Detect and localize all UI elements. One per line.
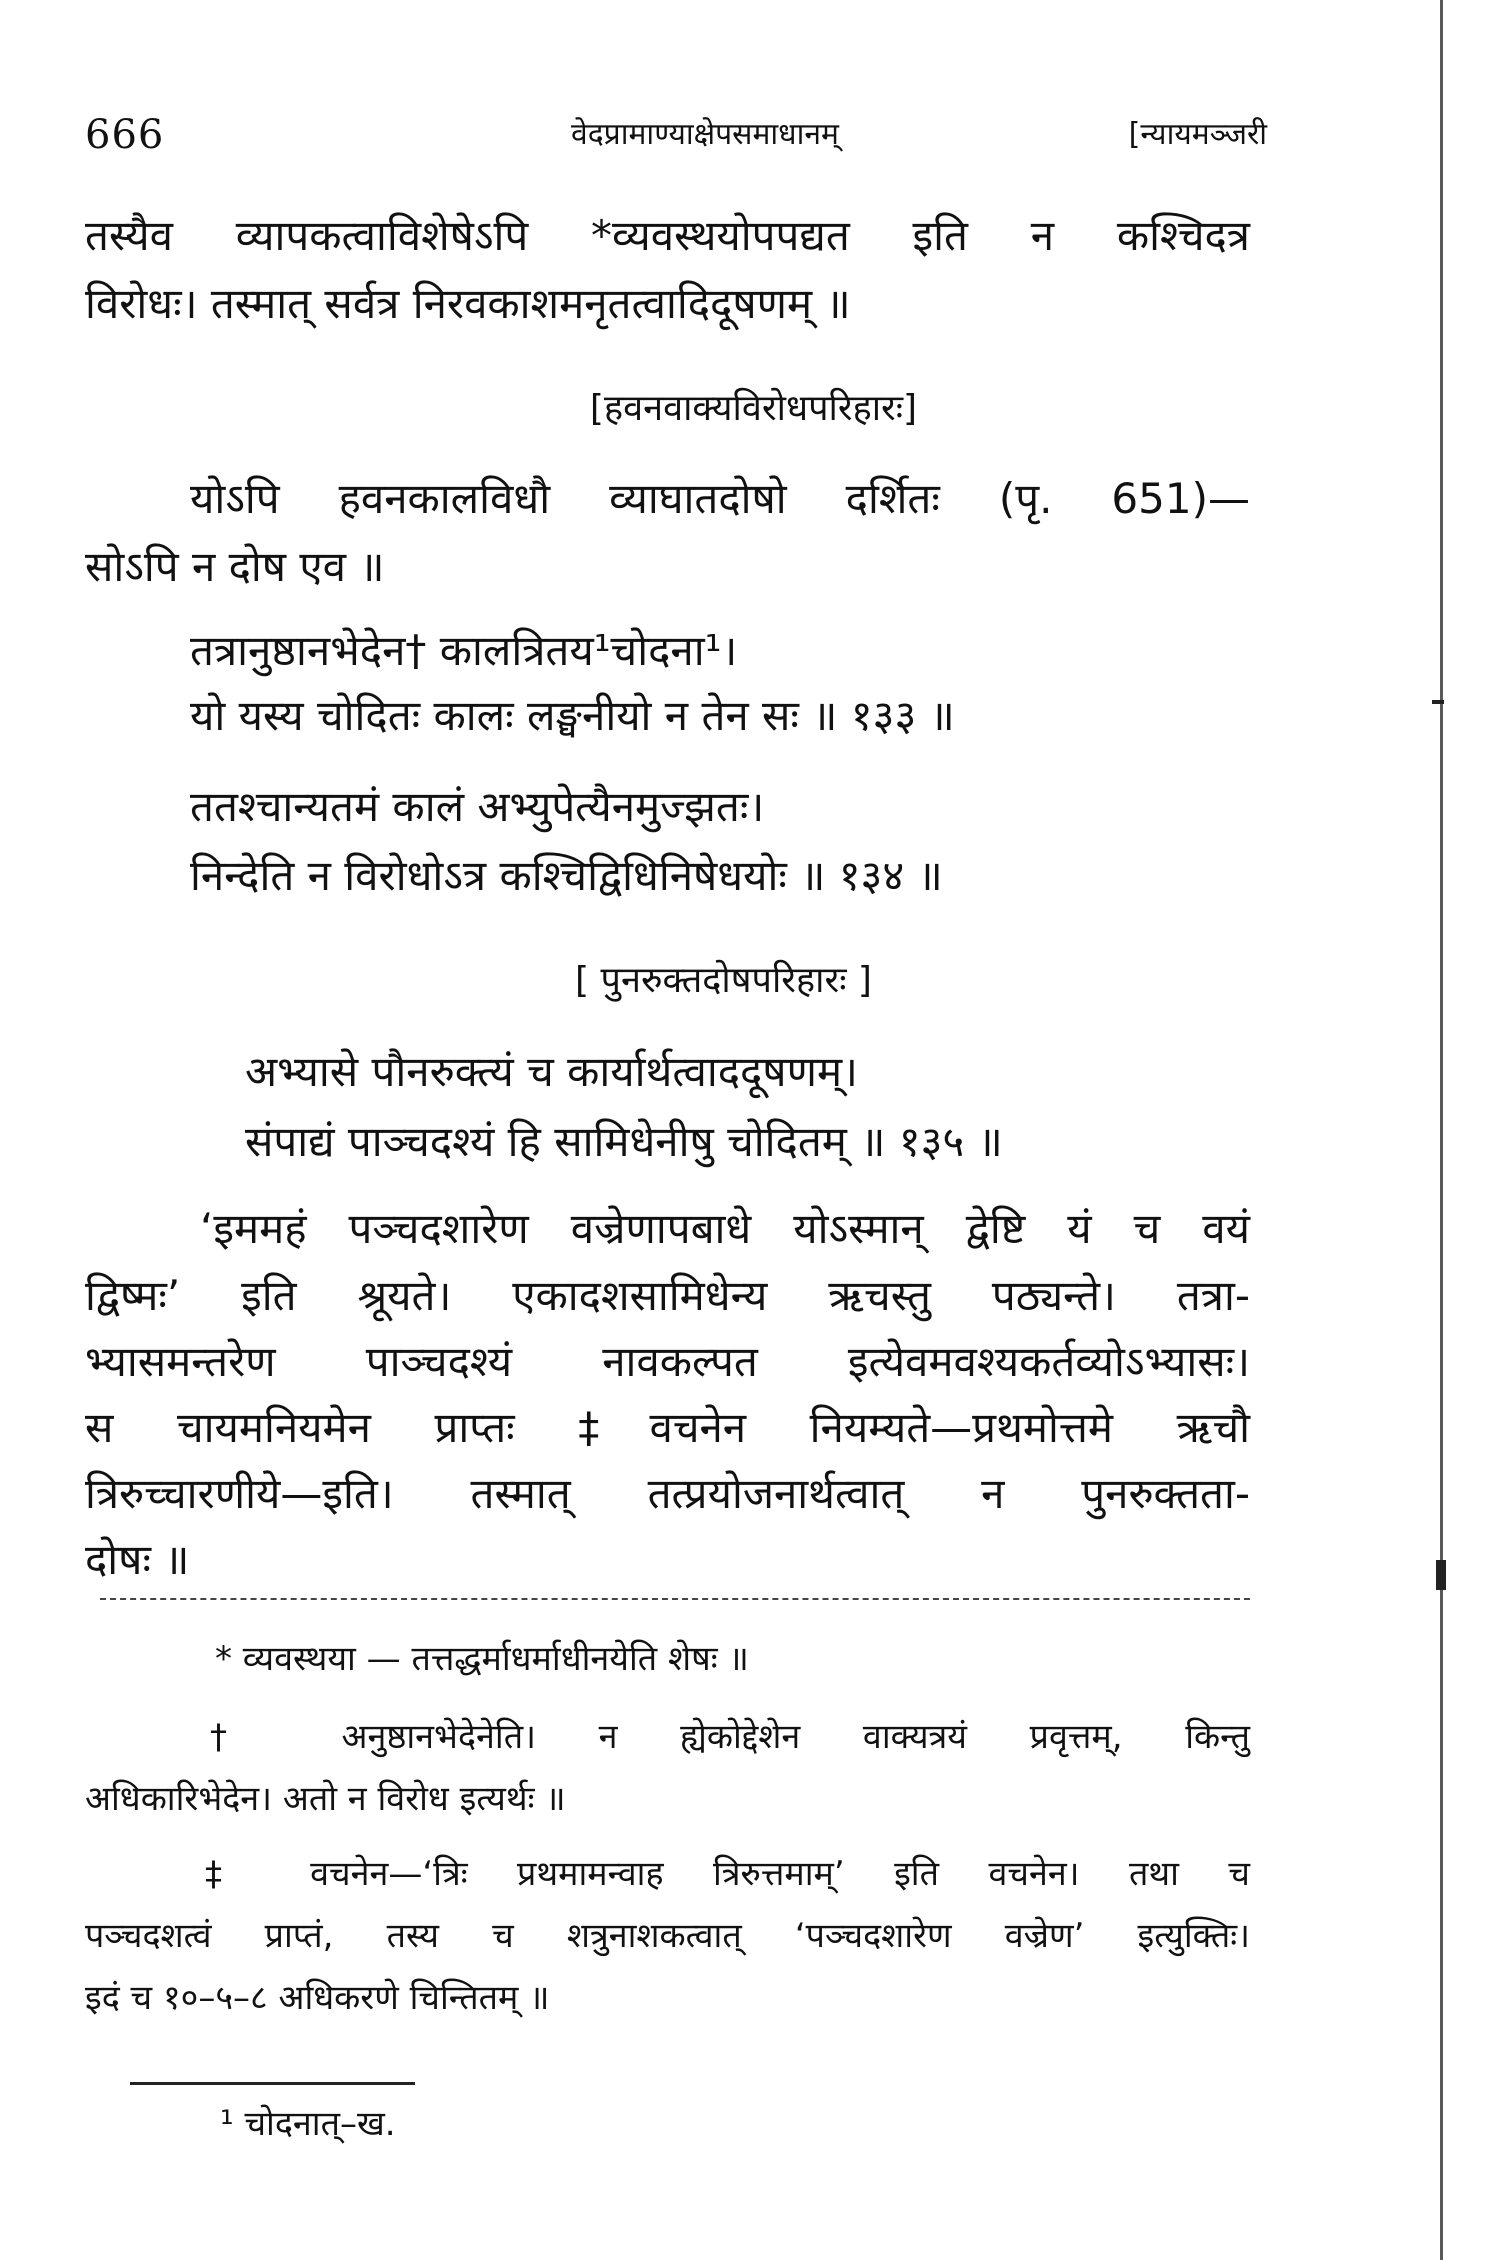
footnote-ddagger: ‡ वचनेन—‘त्रिः प्रथमामन्वाह त्रिरुत्तमाम्’ इति वचनेन। तथा च bbox=[205, 1854, 1250, 1894]
book-title: [न्यायमञ्जरी bbox=[1128, 117, 1267, 152]
edge-mark bbox=[1436, 1560, 1446, 1590]
paragraph-line: द्विष्मः’ इति श्रूयते। एकादशसामिधेन्य ऋचस्तु पठ्यन्ते। तत्रा- bbox=[85, 1271, 1250, 1320]
footnote-ddagger: इदं च १०–५–८ अधिकरणे चिन्तितम् ॥ bbox=[85, 1978, 550, 2018]
footnote-dagger: † अनुष्ठानभेदेनेति। न ह्येकोद्देशेन वाक्यत्रयं प्रवृत्तम्, किन्तु bbox=[210, 1717, 1250, 1757]
page-number: 666 bbox=[85, 112, 165, 158]
page-header bbox=[85, 112, 1267, 172]
section-heading: [ पुनरुक्तदोषपरिहारः ] bbox=[575, 960, 872, 1001]
variant-divider bbox=[130, 2082, 415, 2085]
verse-line: संपाद्यं पाञ्चदश्यं हि सामिधेनीषु चोदितम् ॥ १३५ ॥ bbox=[245, 1117, 1003, 1166]
running-title: वेदप्रामाण्याक्षेपसमाधानम् bbox=[571, 117, 839, 152]
verse-line: निन्देति न विरोधोऽत्र कश्चिद्विधिनिषेधयोः ॥ १३४ ॥ bbox=[190, 851, 943, 900]
section-heading: [हवनवाक्यविरोधपरिहारः] bbox=[589, 388, 918, 429]
text-line: विरोधः। तस्मात् सर्वत्र निरवकाशमनृतत्वादिदूषणम् ॥ bbox=[85, 279, 851, 328]
verse-line: ततश्चान्यतमं कालं अभ्युपेत्यैनमुज्झतः। bbox=[190, 782, 765, 831]
footnote-dagger: अधिकारिभेदेन। अतो न विरोध इत्यर्थः ॥ bbox=[85, 1779, 566, 1819]
footnote-ddagger: पञ्चदशत्वं प्राप्तं, तस्य च शत्रुनाशकत्वात् ‘पञ्चदशारेण वज्रेण’ इत्युक्तिः। bbox=[85, 1916, 1250, 1956]
paragraph-line: त्रिरुच्चारणीये—इति। तस्मात् तत्प्रयोजनार्थत्वात् न पुनरुक्तता- bbox=[85, 1469, 1250, 1518]
verse-line: यो यस्य चोदितः कालः लङ्घनीयो न तेन सः ॥ १३३ ॥ bbox=[190, 691, 955, 740]
variant-note: ¹ चोदनात्–ख. bbox=[220, 2104, 396, 2144]
text-line: सोऽपि न दोष एव ॥ bbox=[85, 542, 385, 591]
edge-mark bbox=[1432, 700, 1444, 704]
paragraph-line: स चायमनियमेन प्राप्तः ‡वचनेन नियम्यते—प्रथमोत्तमे ऋचौ bbox=[85, 1403, 1250, 1452]
text-line: योऽपि हवनकालविधौ व्याघातदोषो दर्शितः (पृ. 651)— bbox=[190, 474, 1250, 523]
footnote-star: * व्यवस्थया — तत्तद्धर्माधर्माधीनयेति शेषः ॥ bbox=[215, 1639, 749, 1679]
text-line: तस्यैव व्यापकत्वाविशेषेऽपि *व्यवस्थयोपपद्यत इति न कश्चिदत्र bbox=[85, 211, 1250, 260]
footnote-divider bbox=[100, 1598, 1250, 1600]
verse-line: तत्रानुष्ठानभेदेन† कालत्रितय¹चोदना¹। bbox=[190, 626, 738, 675]
page-edge-line bbox=[1440, 0, 1443, 2260]
paragraph-line: भ्यासमन्तरेण पाञ्चदश्यं नावकल्पत इत्येवमवश्यकर्तव्योऽभ्यासः। bbox=[85, 1337, 1250, 1386]
verse-line: अभ्यासे पौनरुक्त्यं च कार्यार्थत्वाददूषणम्। bbox=[245, 1047, 858, 1096]
paragraph-line: दोषः ॥ bbox=[85, 1535, 190, 1584]
paragraph-line: ‘इममहं पञ्चदशारेण वज्रेणापबाधे योऽस्मान् द्वेष्टि यं च वयं bbox=[200, 1204, 1250, 1253]
